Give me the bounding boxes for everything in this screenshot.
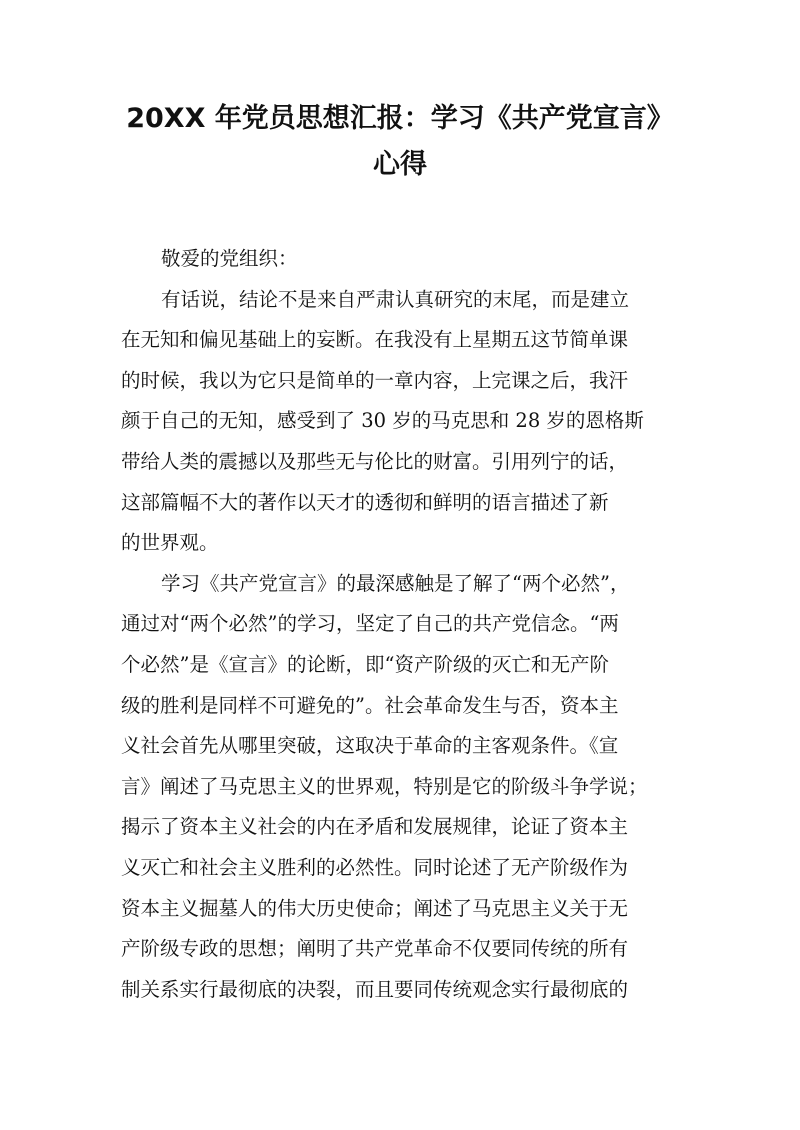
salutation: 敬爱的党组织： — [161, 247, 298, 270]
paragraph-line: 级的胜利是同样不可避免的”。社会革命发生与否，资本主 — [121, 693, 619, 717]
paragraph-line: 揭示了资本主义社会的内在矛盾和发展规律，论证了资本主 — [121, 815, 629, 839]
title-line: 心得 — [373, 149, 427, 180]
document-body — [121, 239, 681, 1010]
paragraph-line: 言》阐述了马克思主义的世界观，特别是它的阶级斗争学说； — [121, 774, 648, 798]
title-line: 20XX 年党员思想汇报：学习《共产党宣言》 — [126, 103, 674, 134]
paragraph-line: 这部篇幅不大的著作以天才的透彻和鲜明的语言描述了新 — [121, 490, 609, 514]
paragraph-line: 义社会首先从哪里突破，这取决于革命的主客观条件。《宣 — [121, 734, 619, 758]
document-title — [100, 96, 700, 188]
paragraph-line: 通过对“两个必然”的学习，坚定了自己的共产党信念。“两 — [121, 612, 619, 636]
paragraph-1 — [121, 280, 681, 564]
paragraph-line: 义灭亡和社会主义胜利的必然性。同时论述了无产阶级作为 — [121, 855, 629, 879]
paragraph-line: 的世界观。 — [121, 531, 219, 555]
paragraph-line: 个必然”是《宣言》的论断，即“资产阶级的灭亡和无产阶 — [121, 652, 609, 676]
paragraph-line: 在无知和偏见基础上的妄断。在我没有上星期五这节简单课 — [121, 328, 629, 352]
paragraph-2 — [121, 564, 681, 1011]
paragraph-line: 产阶级专政的思想；阐明了共产党革命不仅要同传统的所有 — [121, 937, 629, 961]
paragraph-line: 资本主义掘墓人的伟大历史使命；阐述了马克思主义关于无 — [121, 896, 629, 920]
paragraph-line: 带给人类的震撼以及那些无与伦比的财富。引用列宁的话， — [121, 449, 629, 473]
paragraph-line: 的时候，我以为它只是简单的一章内容，上完课之后，我汗 — [121, 368, 629, 392]
paragraph-line: 学习《共产党宣言》的最深感触是了解了“两个必然”， — [161, 571, 630, 595]
paragraph-line: 颜于自己的无知，感受到了 30 岁的马克思和 28 岁的恩格斯 — [121, 409, 644, 433]
paragraph-line: 制关系实行最彻底的决裂，而且要同传统观念实行最彻底的 — [121, 977, 629, 1001]
paragraph-line: 有话说，结论不是来自严肃认真研究的末尾，而是建立 — [161, 287, 630, 311]
